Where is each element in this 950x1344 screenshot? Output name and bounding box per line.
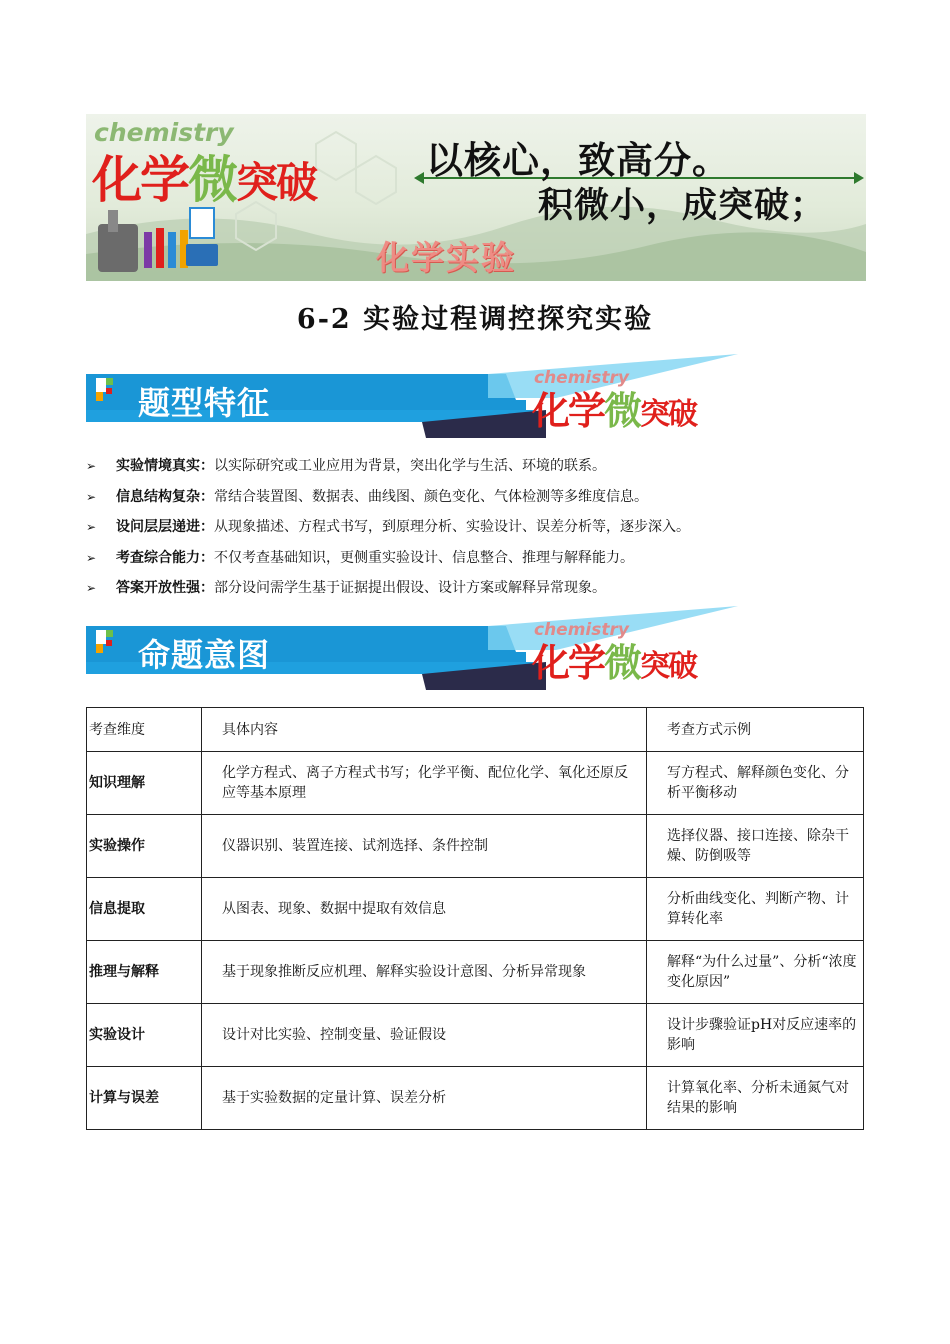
list-item — [86, 516, 876, 547]
table-cell-example: 计算氧化率、分析未通氮气对结果的影响 — [647, 1067, 864, 1130]
feature-text: 以实际研究或工业应用为背景，突出化学与生活、环境的联系。 — [214, 458, 606, 474]
table-header-cell: 考查维度 — [87, 708, 202, 752]
feature-text: 不仅考查基础知识，更侧重实验设计、信息整合、推理与解释能力。 — [214, 549, 634, 566]
arrow-bullet-icon: ➢ — [86, 550, 97, 565]
table-row — [87, 1004, 864, 1067]
banner-slogan-2: 积微小，成突破； — [538, 186, 827, 226]
feature-key: 答案开放性强： — [116, 580, 214, 596]
banner-logo-english: chemistry — [94, 118, 234, 147]
section-logo-part-b: 微 — [604, 641, 641, 685]
section-logo-part-a: 化学 — [532, 641, 605, 685]
table-cell-dimension: 实验操作 — [87, 815, 202, 878]
table-header-cell: 具体内容 — [202, 708, 647, 752]
section-logo — [532, 632, 696, 687]
section-header-features — [86, 352, 776, 440]
banner-subject: 化学实验 — [376, 238, 516, 277]
table-row — [87, 1067, 864, 1130]
arrow-bullet-icon: ➢ — [86, 489, 97, 504]
header-banner — [86, 114, 866, 281]
table-cell-dimension: 信息提取 — [87, 878, 202, 941]
table-header-row — [87, 708, 864, 752]
table-cell-content: 从图表、现象、数据中提取有效信息 — [202, 878, 647, 941]
feature-key: 设问层层递进： — [116, 519, 214, 535]
table-cell-example: 解释“为什么过量”、分析“浓度变化原因” — [647, 941, 864, 1004]
table-cell-content: 仪器识别、装置连接、试剂选择、条件控制 — [202, 815, 647, 878]
arrow-bullet-icon: ➢ — [86, 581, 97, 595]
banner-logo-part-a: 化学 — [92, 151, 188, 209]
list-item — [86, 486, 876, 517]
table-cell-content: 基于实验数据的定量计算、误差分析 — [202, 1067, 647, 1130]
table-cell-example: 选择仪器、接口连接、除杂干燥、防倒吸等 — [647, 815, 864, 878]
section-logo-part-c: 突破 — [640, 649, 697, 684]
feature-text: 常结合装置图、数据表、曲线图、颜色变化、气体检测等多维度信息。 — [214, 488, 648, 505]
table-cell-dimension: 计算与误差 — [87, 1067, 202, 1130]
page-title: 6-2 实验过程调控探究实验 — [296, 304, 654, 335]
list-item — [86, 455, 876, 486]
feature-text: 部分设问需学生基于证据提出假设、设计方案或解释异常现象。 — [214, 580, 606, 596]
banner-logo — [92, 150, 316, 213]
arrow-bullet-icon: ➢ — [86, 520, 97, 534]
section-logo — [532, 380, 696, 435]
arrow-bullet-icon: ➢ — [86, 459, 97, 473]
feature-key: 考查综合能力： — [116, 549, 214, 566]
table-row — [87, 941, 864, 1004]
table-cell-content: 设计对比实验、控制变量、验证假设 — [202, 1004, 647, 1067]
list-item — [86, 547, 876, 578]
table-cell-dimension: 实验设计 — [87, 1004, 202, 1067]
features-list — [86, 455, 876, 608]
table-cell-example: 分析曲线变化、判断产物、计算转化率 — [647, 878, 864, 941]
feature-text: 从现象描述、方程式书写，到原理分析、实验设计、误差分析等，逐步深入。 — [214, 519, 690, 535]
section-logo-english: chemistry — [534, 620, 629, 640]
feature-key: 实验情境真实： — [116, 458, 214, 474]
section-logo-english: chemistry — [534, 368, 629, 388]
table-row — [87, 752, 864, 815]
table-cell-example: 设计步骤验证pH对反应速率的影响 — [647, 1004, 864, 1067]
table-cell-content: 基于现象推断反应机理、解释实验设计意图、分析异常现象 — [202, 941, 647, 1004]
table-cell-example: 写方程式、解释颜色变化、分析平衡移动 — [647, 752, 864, 815]
table-header-cell: 考查方式示例 — [647, 708, 864, 752]
section-logo-part-c: 突破 — [640, 397, 697, 432]
intent-table — [86, 707, 864, 1130]
table-row — [87, 878, 864, 941]
feature-key: 信息结构复杂： — [116, 488, 214, 505]
banner-slogan-1: 以核心，致高分。 — [426, 139, 730, 182]
table-row — [87, 815, 864, 878]
table-cell-dimension: 知识理解 — [87, 752, 202, 815]
section-title: 命题意图 — [138, 636, 271, 674]
table-cell-dimension: 推理与解释 — [87, 941, 202, 1004]
section-header-intent — [86, 604, 776, 692]
section-logo-part-b: 微 — [604, 389, 641, 433]
banner-logo-part-c: 突破 — [236, 158, 317, 207]
banner-logo-part-b: 微 — [188, 151, 236, 209]
section-title: 题型特征 — [138, 384, 271, 422]
table-cell-content: 化学方程式、离子方程式书写；化学平衡、配位化学、氧化还原反应等基本原理 — [202, 752, 647, 815]
section-logo-part-a: 化学 — [532, 389, 605, 433]
list-item — [86, 577, 876, 608]
